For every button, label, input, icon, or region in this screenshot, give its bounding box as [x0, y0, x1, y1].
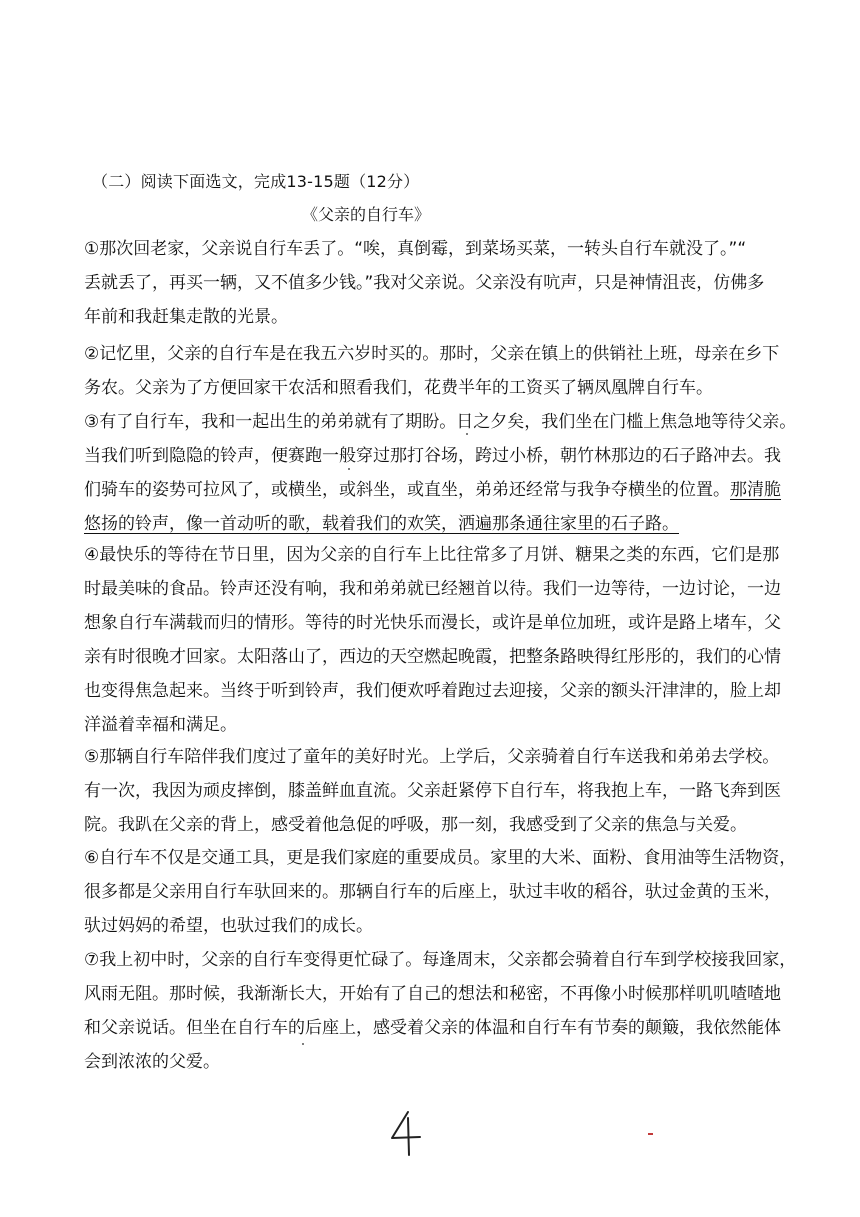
underlined-sentence: 悠扬的铃声，像一首动听的歌，载着我们的欢笑，洒遍那条通往家里的石子路。: [84, 514, 679, 534]
paragraph-line: 驮过妈妈的希望，也驮过我们的成长。: [84, 916, 373, 936]
paragraph-line: 时最美味的食品。铃声还没有响，我和弟弟就已经翘首以待。我们一边等待，一边讨论，一边: [84, 579, 781, 599]
paragraph-line: ⑥自行车不仅是交通工具，更是我们家庭的重要成员。家里的大米、面粉、食用油等生活物资，: [84, 848, 797, 868]
paragraph-line: ③有了自行车，我和一起出生的弟弟就有了期盼。日之夕矣，我们坐在门槛上焦急地等待父亲。: [84, 412, 797, 432]
essay-title: 《父亲的自行车》: [302, 205, 431, 224]
paragraph-line: 院。我趴在父亲的背上，感受着他急促的呼吸，那一刻，我感受到了父亲的焦急与关爱。: [84, 815, 747, 835]
paragraph-line: 也变得焦急起来。当终于听到铃声，我们便欢呼着跑过去迎接，父亲的额头汗津津的，脸上却: [84, 681, 781, 701]
section-heading: （二）阅读下面选文，完成13-15题（12分）: [92, 172, 420, 191]
paragraph-4: [84, 538, 781, 742]
paragraph-1: [84, 232, 765, 334]
scan-speck: [302, 1043, 304, 1045]
paragraph-3: [84, 405, 797, 541]
paragraph-line: 务农。父亲为了方便回家干农活和照看我们，花费半年的工资买了辆凤凰牌自行车。: [84, 378, 713, 398]
page-number-glyph: [386, 1108, 426, 1158]
paragraph-line: 有一次，我因为顽皮摔倒，膝盖鲜血直流。父亲赶紧停下自行车，将我抱上车，一路飞奔到医: [84, 781, 781, 801]
paragraph-line: 洋溢着幸福和满足。: [84, 715, 237, 735]
paragraph-line: ⑤那辆自行车陪伴我们度过了童年的美好时光。上学后，父亲骑着自行车送我和弟弟去学校。: [84, 747, 780, 767]
paragraph-line: 当我们听到隐隐的铃声，便赛跑一般穿过那打谷场，跨过小桥，朝竹林那边的石子路冲去。我: [84, 446, 781, 466]
scan-speck: [348, 468, 350, 470]
paragraph-2: [84, 337, 780, 405]
paragraph-line: 亲有时很晚才回家。太阳落山了，西边的天空燃起晚霞，把整条路映得红彤彤的，我们的心情: [84, 647, 781, 667]
handwritten-page-number: [386, 1108, 426, 1158]
paragraph-line: ④最快乐的等待在节日里，因为父亲的自行车上比往常多了月饼、糖果之类的东西，它们是那: [84, 545, 780, 565]
paragraph-line: 会到浓浓的父爱。: [84, 1052, 220, 1072]
paragraph-line: 很多都是父亲用自行车驮回来的。那辆自行车的后座上，驮过丰收的稻谷，驮过金黄的玉米，: [84, 882, 781, 902]
red-scan-mark: [648, 1133, 653, 1135]
paragraph-line-text: 们骑车的姿势可拉风了，或横坐，或斜坐，或直坐，弟弟还经常与我争夺横坐的位置。: [84, 480, 730, 500]
paragraph-6: [84, 841, 797, 943]
paragraph-line: ②记忆里，父亲的自行车是在我五六岁时买的。那时，父亲在镇上的供销社上班，母亲在乡下: [84, 344, 780, 364]
paragraph-line: 丢就丢了，再买一辆，又不值多少钱。”我对父亲说。父亲没有吭声，只是神情沮丧，仿佛多: [84, 273, 765, 293]
paragraph-line: ①那次回老家，父亲说自行车丢了。“唉，真倒霉，到菜场买菜，一转头自行车就没了。”“: [84, 239, 747, 259]
paragraph-line: 和父亲说话。但坐在自行车的后座上，感受着父亲的体温和自行车有节奏的颠簸，我依然能体: [84, 1018, 781, 1038]
paragraph-5: [84, 740, 781, 842]
underlined-phrase-start: 那清脆: [730, 480, 781, 500]
paragraph-line: 风雨无阻。那时候，我渐渐长大，开始有了自己的想法和秘密，不再像小时候那样叽叽喳喳地: [84, 984, 781, 1004]
paragraph-line: [84, 473, 781, 507]
paragraph-line: 年前和我赶集走散的光景。: [84, 307, 288, 327]
paragraph-line: 想象自行车满载而归的情形。等待的时光快乐而漫长，或许是单位加班，或许是路上堵车，父: [84, 613, 781, 633]
scan-speck: [466, 433, 468, 435]
paragraph-7: [84, 943, 797, 1079]
paragraph-line: ⑦我上初中时，父亲的自行车变得更忙碌了。每逢周末，父亲都会骑着自行车到学校接我回家，: [84, 950, 797, 970]
